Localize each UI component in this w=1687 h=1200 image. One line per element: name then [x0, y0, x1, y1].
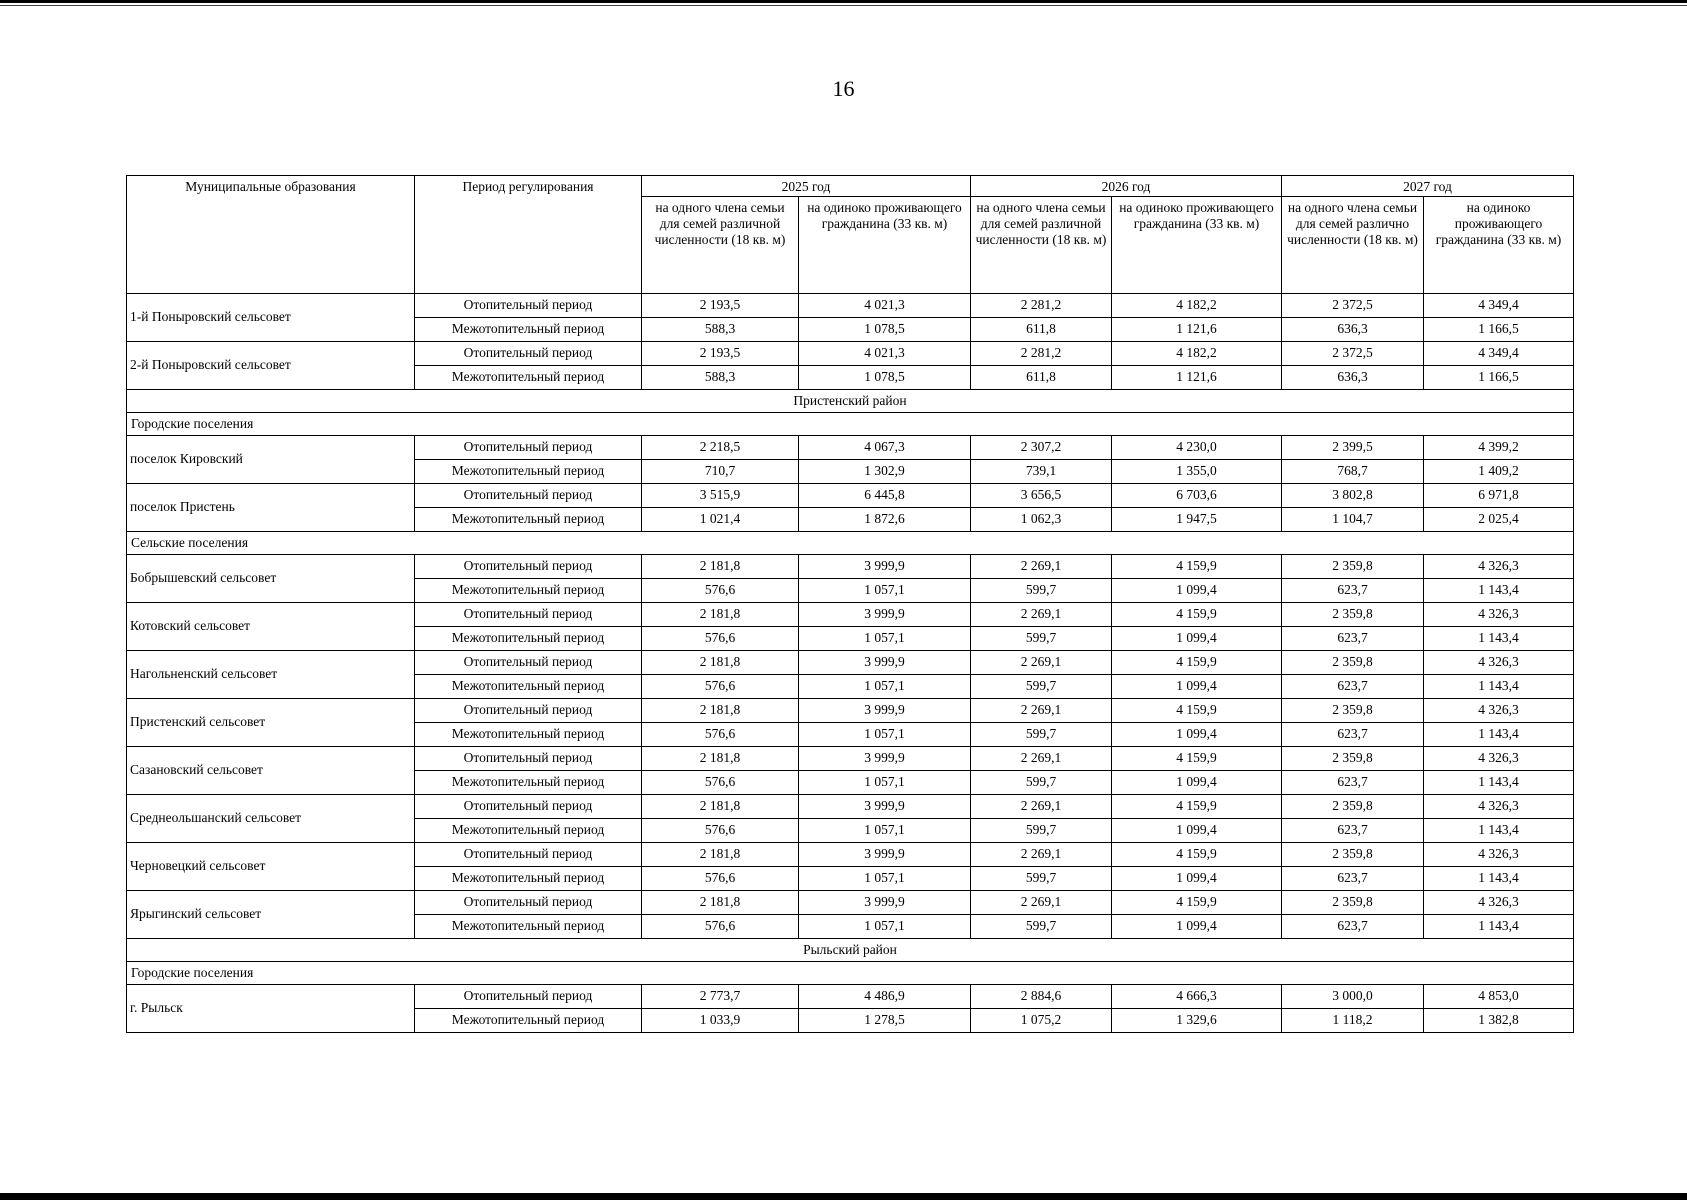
- tariff-value: 6 703,6: [1112, 484, 1282, 508]
- tariff-value: 599,7: [971, 771, 1112, 795]
- table-row: [127, 891, 1574, 915]
- tariff-value: 1 409,2: [1424, 460, 1574, 484]
- tariff-value: 1 099,4: [1112, 579, 1282, 603]
- tariff-value: 4 159,9: [1112, 747, 1282, 771]
- tariff-value: 1 143,4: [1424, 675, 1574, 699]
- tariff-value: 4 159,9: [1112, 843, 1282, 867]
- municipality-name: Пристенский сельсовет: [127, 699, 415, 747]
- header-year-2026: 2026 год: [971, 176, 1282, 197]
- tariff-value: 2 269,1: [971, 603, 1112, 627]
- tariff-value: 4 067,3: [799, 436, 971, 460]
- settlement-group-row: [127, 962, 1574, 985]
- municipality-name: г. Рыльск: [127, 985, 415, 1033]
- tariff-value: 1 143,4: [1424, 627, 1574, 651]
- period-label: Отопительный период: [415, 436, 642, 460]
- settlement-group-title: Городские поселения: [127, 413, 1574, 436]
- tariff-value: 2 269,1: [971, 651, 1112, 675]
- period-label: Отопительный период: [415, 603, 642, 627]
- tariff-value: 1 099,4: [1112, 771, 1282, 795]
- tariff-value: 4 326,3: [1424, 795, 1574, 819]
- tariff-value: 4 853,0: [1424, 985, 1574, 1009]
- period-label: Межотопительный период: [415, 318, 642, 342]
- tariff-value: 3 999,9: [799, 747, 971, 771]
- period-label: Отопительный период: [415, 484, 642, 508]
- tariff-value: 623,7: [1282, 579, 1424, 603]
- tariff-value: 710,7: [642, 460, 799, 484]
- tariff-value: 576,6: [642, 723, 799, 747]
- tariff-value: 636,3: [1282, 366, 1424, 390]
- district-title: Рыльский район: [127, 939, 1574, 962]
- tariff-value: 1 143,4: [1424, 723, 1574, 747]
- tariff-value: 1 143,4: [1424, 867, 1574, 891]
- tariff-value: 2 269,1: [971, 555, 1112, 579]
- period-label: Отопительный период: [415, 843, 642, 867]
- municipality-name: Ярыгинский сельсовет: [127, 891, 415, 939]
- tariff-value: 2 359,8: [1282, 555, 1424, 579]
- tariff-value: 576,6: [642, 771, 799, 795]
- tariff-value: 1 021,4: [642, 508, 799, 532]
- tariff-value: 623,7: [1282, 675, 1424, 699]
- tariff-value: 1 143,4: [1424, 771, 1574, 795]
- period-label: Отопительный период: [415, 651, 642, 675]
- period-label: Отопительный период: [415, 342, 642, 366]
- tariff-value: 2 773,7: [642, 985, 799, 1009]
- tariff-value: 2 359,8: [1282, 891, 1424, 915]
- period-label: Межотопительный период: [415, 675, 642, 699]
- period-label: Отопительный период: [415, 795, 642, 819]
- tariff-value: 576,6: [642, 579, 799, 603]
- tariff-value: 2 181,8: [642, 843, 799, 867]
- tariff-value: 1 057,1: [799, 627, 971, 651]
- tariff-value: 623,7: [1282, 771, 1424, 795]
- period-label: Отопительный период: [415, 891, 642, 915]
- table-row: [127, 484, 1574, 508]
- tariff-value: 1 382,8: [1424, 1009, 1574, 1033]
- tariff-value: 1 355,0: [1112, 460, 1282, 484]
- tariff-value: 2 372,5: [1282, 294, 1424, 318]
- municipality-name: поселок Пристень: [127, 484, 415, 532]
- settlement-group-title: Сельские поселения: [127, 532, 1574, 555]
- municipality-name: Черновецкий сельсовет: [127, 843, 415, 891]
- scan-border-bottom: [0, 1193, 1687, 1200]
- tariff-value: 576,6: [642, 867, 799, 891]
- district-section-row: [127, 390, 1574, 413]
- tariff-value: 1 057,1: [799, 723, 971, 747]
- header-year-2025: 2025 год: [642, 176, 971, 197]
- tariff-value: 6 971,8: [1424, 484, 1574, 508]
- tariff-value: 623,7: [1282, 627, 1424, 651]
- settlement-group-title: Городские поселения: [127, 962, 1574, 985]
- tariff-value: 2 181,8: [642, 747, 799, 771]
- tariff-value: 599,7: [971, 627, 1112, 651]
- tariff-value: 4 159,9: [1112, 555, 1282, 579]
- tariff-value: 1 278,5: [799, 1009, 971, 1033]
- header-sub-single-2027: на одиноко проживающего гражданина (33 кв. м): [1424, 197, 1574, 294]
- tariff-value: 599,7: [971, 867, 1112, 891]
- table-row: [127, 342, 1574, 366]
- tariff-value: 3 515,9: [642, 484, 799, 508]
- municipality-name: 2-й Поныровский сельсовет: [127, 342, 415, 390]
- tariff-value: 4 349,4: [1424, 294, 1574, 318]
- tariff-value: 768,7: [1282, 460, 1424, 484]
- tariff-value: 1 947,5: [1112, 508, 1282, 532]
- tariff-value: 1 143,4: [1424, 915, 1574, 939]
- period-label: Отопительный период: [415, 294, 642, 318]
- tariff-value: 2 269,1: [971, 699, 1112, 723]
- tariff-value: 4 021,3: [799, 294, 971, 318]
- table-row: [127, 985, 1574, 1009]
- tariff-value: 4 326,3: [1424, 651, 1574, 675]
- scan-border-top: [0, 0, 1687, 3]
- settlement-group-row: [127, 532, 1574, 555]
- tariff-value: 2 181,8: [642, 699, 799, 723]
- tariff-value: 599,7: [971, 915, 1112, 939]
- municipality-name: Нагольненский сельсовет: [127, 651, 415, 699]
- table-body: [127, 294, 1574, 1033]
- tariff-value: 4 326,3: [1424, 603, 1574, 627]
- tariff-value: 2 218,5: [642, 436, 799, 460]
- table-row: [127, 294, 1574, 318]
- tariff-value: 1 166,5: [1424, 318, 1574, 342]
- tariff-value: 4 021,3: [799, 342, 971, 366]
- municipality-name: Котовский сельсовет: [127, 603, 415, 651]
- tariff-value: 2 359,8: [1282, 795, 1424, 819]
- tariff-value: 4 159,9: [1112, 795, 1282, 819]
- page-number: 16: [832, 76, 855, 101]
- tariff-value: 2 269,1: [971, 891, 1112, 915]
- tariff-value: 1 143,4: [1424, 579, 1574, 603]
- period-label: Отопительный период: [415, 699, 642, 723]
- tariff-value: 4 159,9: [1112, 651, 1282, 675]
- tariff-value: 1 121,6: [1112, 366, 1282, 390]
- tariff-value: 599,7: [971, 579, 1112, 603]
- period-label: Межотопительный период: [415, 579, 642, 603]
- tariff-value: 576,6: [642, 915, 799, 939]
- tariff-value: 3 999,9: [799, 891, 971, 915]
- tariff-value: 4 326,3: [1424, 891, 1574, 915]
- tariff-value: 2 025,4: [1424, 508, 1574, 532]
- header-period: Период регулирования: [415, 176, 642, 294]
- tariff-value: 2 399,5: [1282, 436, 1424, 460]
- tariff-value: 4 182,2: [1112, 342, 1282, 366]
- tariff-value: 2 193,5: [642, 342, 799, 366]
- header-row-years: [127, 176, 1574, 197]
- tariff-table: [126, 175, 1574, 1033]
- tariff-value: 3 999,9: [799, 795, 971, 819]
- header-sub-single-2026: на одиноко проживающего гражданина (33 кв. м): [1112, 197, 1282, 294]
- tariff-value: 739,1: [971, 460, 1112, 484]
- tariff-value: 3 999,9: [799, 843, 971, 867]
- municipality-name: Бобрышевский сельсовет: [127, 555, 415, 603]
- tariff-value: 1 057,1: [799, 771, 971, 795]
- tariff-value: 636,3: [1282, 318, 1424, 342]
- tariff-value: 1 057,1: [799, 819, 971, 843]
- table-row: [127, 436, 1574, 460]
- tariff-value: 2 181,8: [642, 603, 799, 627]
- tariff-value: 1 099,4: [1112, 723, 1282, 747]
- table-row: [127, 699, 1574, 723]
- table-row: [127, 795, 1574, 819]
- tariff-value: 2 193,5: [642, 294, 799, 318]
- period-label: Межотопительный период: [415, 627, 642, 651]
- tariff-value: 611,8: [971, 318, 1112, 342]
- table-row: [127, 651, 1574, 675]
- period-label: Межотопительный период: [415, 867, 642, 891]
- tariff-value: 2 181,8: [642, 651, 799, 675]
- header-municipality: Муниципальные образования: [127, 176, 415, 294]
- tariff-value: 576,6: [642, 675, 799, 699]
- tariff-value: 1 329,6: [1112, 1009, 1282, 1033]
- tariff-value: 1 078,5: [799, 366, 971, 390]
- tariff-value: 623,7: [1282, 723, 1424, 747]
- header-year-2027: 2027 год: [1282, 176, 1574, 197]
- tariff-value: 599,7: [971, 819, 1112, 843]
- municipality-name: Среднеольшанский сельсовет: [127, 795, 415, 843]
- tariff-value: 1 118,2: [1282, 1009, 1424, 1033]
- tariff-value: 2 359,8: [1282, 843, 1424, 867]
- tariff-value: 1 057,1: [799, 675, 971, 699]
- tariff-value: 3 999,9: [799, 699, 971, 723]
- tariff-value: 2 181,8: [642, 891, 799, 915]
- table-row: [127, 843, 1574, 867]
- tariff-value: 611,8: [971, 366, 1112, 390]
- tariff-value: 1 302,9: [799, 460, 971, 484]
- tariff-value: 4 326,3: [1424, 699, 1574, 723]
- tariff-value: 4 159,9: [1112, 699, 1282, 723]
- tariff-value: 1 872,6: [799, 508, 971, 532]
- tariff-value: 1 057,1: [799, 915, 971, 939]
- tariff-value: 1 104,7: [1282, 508, 1424, 532]
- tariff-value: 3 656,5: [971, 484, 1112, 508]
- tariff-value: 1 033,9: [642, 1009, 799, 1033]
- tariff-value: 4 159,9: [1112, 891, 1282, 915]
- period-label: Отопительный период: [415, 747, 642, 771]
- tariff-value: 1 099,4: [1112, 867, 1282, 891]
- tariff-value: 4 182,2: [1112, 294, 1282, 318]
- header-sub-per-member-2027: на одного члена семьи для семей различно численности (18 кв. м): [1282, 197, 1424, 294]
- table-row: [127, 555, 1574, 579]
- tariff-value: 2 181,8: [642, 555, 799, 579]
- tariff-value: 2 269,1: [971, 747, 1112, 771]
- tariff-value: 3 999,9: [799, 555, 971, 579]
- tariff-value: 2 359,8: [1282, 651, 1424, 675]
- tariff-value: 1 057,1: [799, 579, 971, 603]
- municipality-name: 1-й Поныровский сельсовет: [127, 294, 415, 342]
- header-sub-single-2025: на одиноко проживающего гражданина (33 кв. м): [799, 197, 971, 294]
- tariff-value: 4 230,0: [1112, 436, 1282, 460]
- tariff-value: 1 099,4: [1112, 915, 1282, 939]
- period-label: Межотопительный период: [415, 771, 642, 795]
- tariff-value: 4 399,2: [1424, 436, 1574, 460]
- tariff-value: 623,7: [1282, 819, 1424, 843]
- tariff-value: 599,7: [971, 723, 1112, 747]
- scan-border-top-inner: [0, 5, 1687, 6]
- tariff-value: 2 307,2: [971, 436, 1112, 460]
- tariff-value: 1 057,1: [799, 867, 971, 891]
- municipality-name: поселок Кировский: [127, 436, 415, 484]
- tariff-value: 2 359,8: [1282, 699, 1424, 723]
- tariff-value: 4 326,3: [1424, 843, 1574, 867]
- tariff-value: 1 078,5: [799, 318, 971, 342]
- tariff-value: 1 121,6: [1112, 318, 1282, 342]
- period-label: Межотопительный период: [415, 819, 642, 843]
- district-section-row: [127, 939, 1574, 962]
- tariff-value: 4 349,4: [1424, 342, 1574, 366]
- period-label: Межотопительный период: [415, 366, 642, 390]
- tariff-value: 1 075,2: [971, 1009, 1112, 1033]
- tariff-value: 2 359,8: [1282, 747, 1424, 771]
- period-label: Межотопительный период: [415, 723, 642, 747]
- tariff-value: 4 486,9: [799, 985, 971, 1009]
- tariff-value: 1 099,4: [1112, 819, 1282, 843]
- district-title: Пристенский район: [127, 390, 1574, 413]
- tariff-value: 4 326,3: [1424, 555, 1574, 579]
- tariff-value: 2 269,1: [971, 843, 1112, 867]
- header-sub-per-member-2025: на одного члена семьи для семей различной численности (18 кв. м): [642, 197, 799, 294]
- tariff-value: 4 326,3: [1424, 747, 1574, 771]
- tariff-value: 599,7: [971, 675, 1112, 699]
- tariff-value: 2 181,8: [642, 795, 799, 819]
- table-row: [127, 603, 1574, 627]
- tariff-value: 4 159,9: [1112, 603, 1282, 627]
- period-label: Межотопительный период: [415, 1009, 642, 1033]
- tariff-value: 4 666,3: [1112, 985, 1282, 1009]
- tariff-value: 3 802,8: [1282, 484, 1424, 508]
- tariff-value: 623,7: [1282, 915, 1424, 939]
- tariff-value: 2 359,8: [1282, 603, 1424, 627]
- tariff-value: 6 445,8: [799, 484, 971, 508]
- period-label: Отопительный период: [415, 985, 642, 1009]
- tariff-value: 3 000,0: [1282, 985, 1424, 1009]
- tariff-value: 2 372,5: [1282, 342, 1424, 366]
- tariff-value: 2 281,2: [971, 294, 1112, 318]
- tariff-value: 3 999,9: [799, 603, 971, 627]
- tariff-value: 1 166,5: [1424, 366, 1574, 390]
- table-row: [127, 747, 1574, 771]
- tariff-value: 3 999,9: [799, 651, 971, 675]
- period-label: Межотопительный период: [415, 915, 642, 939]
- tariff-value: 1 143,4: [1424, 819, 1574, 843]
- tariff-value: 2 281,2: [971, 342, 1112, 366]
- tariff-value: 1 099,4: [1112, 627, 1282, 651]
- tariff-value: 576,6: [642, 819, 799, 843]
- tariff-value: 588,3: [642, 366, 799, 390]
- municipality-name: Сазановский сельсовет: [127, 747, 415, 795]
- tariff-value: 1 062,3: [971, 508, 1112, 532]
- period-label: Межотопительный период: [415, 460, 642, 484]
- tariff-value: 576,6: [642, 627, 799, 651]
- tariff-value: 1 099,4: [1112, 675, 1282, 699]
- period-label: Отопительный период: [415, 555, 642, 579]
- header-sub-per-member-2026: на одного члена семьи для семей различной численности (18 кв. м): [971, 197, 1112, 294]
- tariff-value: 2 269,1: [971, 795, 1112, 819]
- tariff-value: 2 884,6: [971, 985, 1112, 1009]
- tariff-value: 623,7: [1282, 867, 1424, 891]
- tariff-value: 588,3: [642, 318, 799, 342]
- period-label: Межотопительный период: [415, 508, 642, 532]
- settlement-group-row: [127, 413, 1574, 436]
